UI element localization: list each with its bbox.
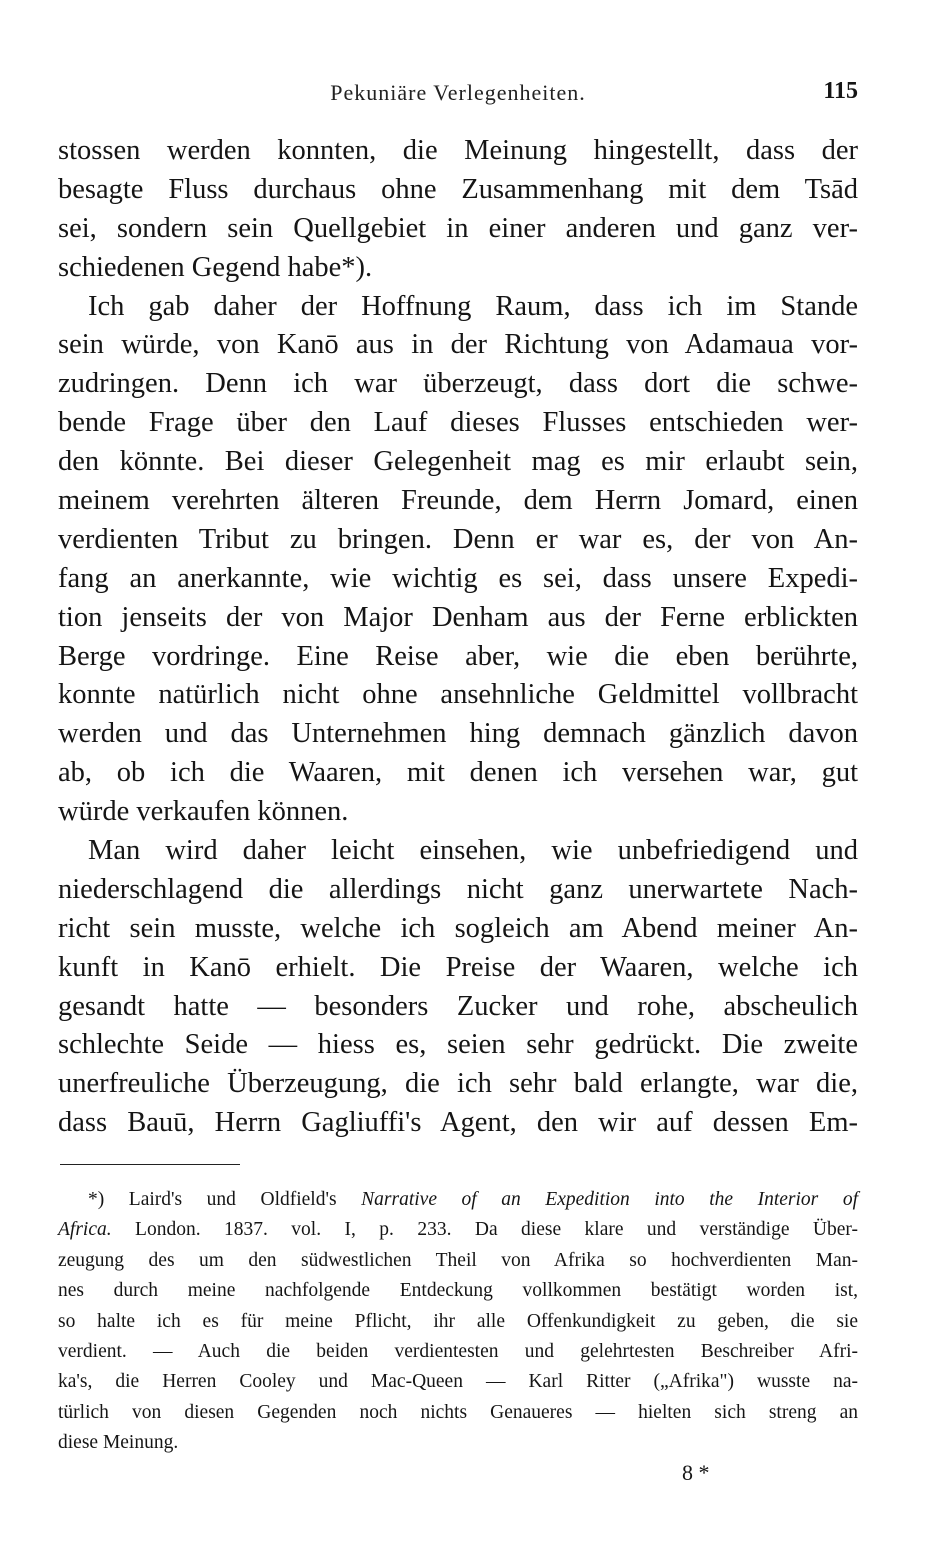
body-line: Man wird daher leicht einsehen, wie unbefriedigend und [88,835,858,867]
body-line: richt sein musste, welche ich sogleich am Abend meiner An- [58,912,858,944]
footnote-line [58,1215,858,1245]
body-line: gesandt hatte — besonders Zucker und rohe, abscheulich [58,990,858,1022]
body-line: schlechte Seide — hiess es, seien sehr gedrückt. Die zweite [58,1029,858,1061]
footnote-line: ka's, die Herren Cooley und Mac-Queen — Karl Ritter („Afrika") wusste na- [58,1371,858,1393]
footnote-lines [58,1246,858,1428]
body-line: bende Frage über den Lauf dieses Flusses entschieden wer- [58,407,858,439]
body-line: kunft in Kanō erhielt. Die Preise der Waaren, welche ich [58,951,858,983]
body-line: den könnte. Bei dieser Gelegenheit mag es mir erlaubt sein, [58,446,858,478]
body-line: stossen werden konnten, die Meinung hingestellt, dass der [58,135,858,166]
body-line: konnte natürlich nicht ohne ansehnliche Geldmittel vollbracht [58,679,858,711]
page-header [58,78,858,112]
footnote-line: nes durch meine nachfolgende Entdeckung vollkommen bestätigt worden ist, [58,1280,858,1302]
body-line: meinem verehrten älteren Freunde, dem Herrn Jomard, einen [58,485,858,517]
body-line: ab, ob ich die Waaren, mit denen ich versehen war, gut [58,757,858,789]
footnote-line: zeugung des um den südwestlichen Theil von Afrika so hochverdienten Man- [58,1249,858,1271]
signature-mark: 8 * [682,1460,710,1485]
footnote-marker-text: *) Laird's und Oldfield's [88,1189,362,1210]
footnote-line: verdient. — Auch die beiden verdientesten und gelehrtesten Beschreiber Afri- [58,1340,858,1362]
footnote-rule [60,1164,240,1165]
body-line: fang an anerkannte, wie wichtig es sei, dass unsere Expedi- [58,562,858,594]
body-line: dass Bauū, Herrn Gagliuffi's Agent, den wir auf dessen Em- [58,1107,858,1139]
body-line: besagte Fluss durchaus ohne Zusammenhang mit dem Tsād [58,173,858,205]
body-text [58,132,858,1143]
footnote-book-title: Africa. [58,1219,112,1241]
footnote-line: diese Meinung. [58,1432,179,1454]
body-line: niederschlagend die allerdings nicht ganz unerwartete Nach- [58,873,858,905]
running-title: Pekuniäre Verlegenheiten. [330,80,586,105]
footnote-line: so halte ich es für meine Pflicht, ihr alle Offenkundigkeit zu geben, die sie [58,1310,858,1332]
footnote-line [58,1185,858,1215]
footnote-line: türlich von diesen Gegenden noch nichts Genaueres — hielten sich streng an [58,1401,858,1423]
body-line: zudringen. Denn ich war überzeugt, dass dort die schwe- [58,368,858,400]
body-line: werden und das Unternehmen hing demnach gänzlich davon [58,718,858,750]
footnote-text: London. 1837. vol. I, p. 233. Da diese klare und verständige Über- [111,1219,858,1241]
body-line: Ich gab daher der Hoffnung Raum, dass ich im Stande [88,290,858,322]
book-page [58,0,858,1557]
body-line: unerfreuliche Überzeugung, die ich sehr bald erlangte, war die, [58,1068,858,1100]
page-number: 115 [823,78,858,104]
body-line: sein würde, von Kanō aus in der Richtung von Adamaua vor- [58,329,858,361]
body-line: sei, sondern sein Quellgebiet in einer anderen und ganz ver- [58,212,858,244]
body-line: verdienten Tribut zu bringen. Denn er war es, der von An- [58,523,858,555]
footnote [58,1185,858,1459]
body-line: würde verkaufen können. [58,796,349,828]
body-line: Berge vordringe. Eine Reise aber, wie die eben berührte, [58,640,858,672]
body-line: schiedenen Gegend habe*). [58,251,373,283]
body-line: tion jenseits der von Major Denham aus der Ferne erblickten [58,601,858,633]
footnote-book-title: Narrative of an Expedition into the Interior of [361,1189,858,1210]
